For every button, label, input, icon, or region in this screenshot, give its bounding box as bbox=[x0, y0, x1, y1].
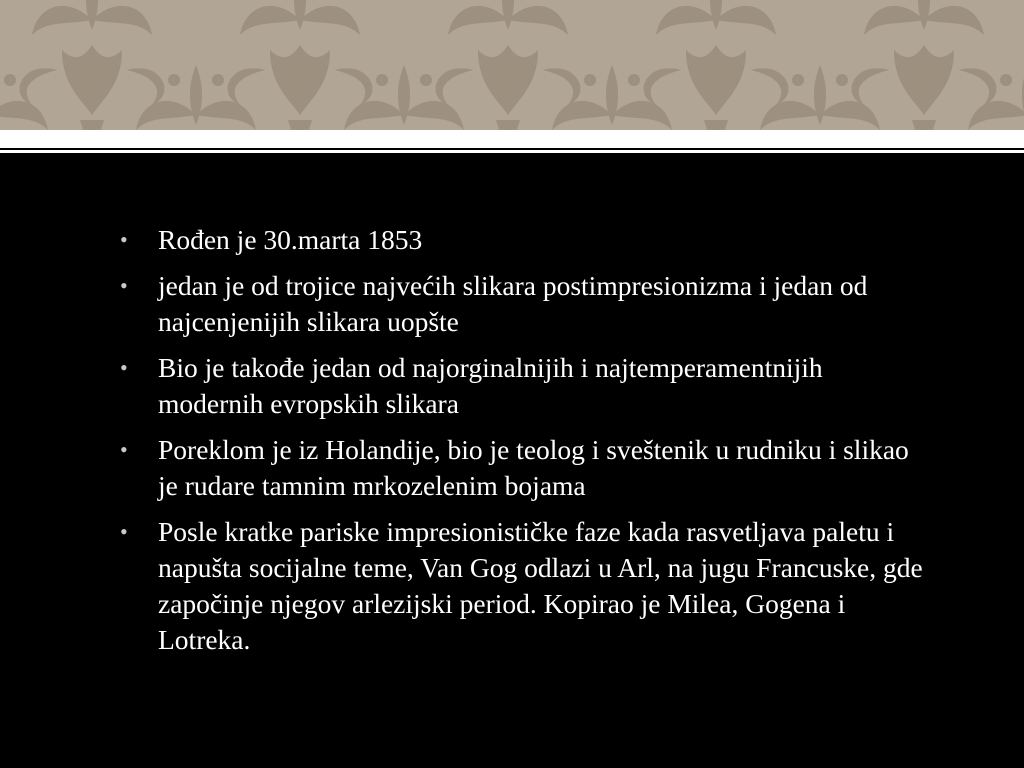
bullet-text: Bio je takođe jedan od najorginalnijih i najtemperamentnijih modernih evropskih slikara bbox=[158, 352, 823, 419]
list-item bbox=[112, 222, 932, 258]
bullet-dot-icon: • bbox=[120, 355, 128, 380]
damask-banner bbox=[0, 0, 1024, 130]
damask-ornament-icon bbox=[0, 0, 1024, 130]
list-item bbox=[112, 268, 932, 340]
list-item bbox=[112, 514, 932, 658]
bullet-list bbox=[112, 222, 932, 658]
bullet-dot-icon: • bbox=[120, 437, 128, 462]
bullet-text: jedan je od trojice najvećih slikara postimpresionizma i jedan od najcenjenijih slikara uopšte bbox=[158, 270, 868, 337]
list-item bbox=[112, 350, 932, 422]
bullet-dot-icon: • bbox=[120, 227, 128, 252]
bullet-dot-icon: • bbox=[120, 519, 128, 544]
bullet-dot-icon: • bbox=[120, 273, 128, 298]
slide-content bbox=[112, 222, 932, 668]
divider-band-thin bbox=[0, 150, 1024, 153]
bullet-text: Poreklom je iz Holandije, bio je teolog i sveštenik u rudniku i slikao je rudare tamnim mrkozelenim bojama bbox=[158, 434, 909, 501]
bullet-text: Rođen je 30.marta 1853 bbox=[158, 224, 423, 255]
divider-band bbox=[0, 130, 1024, 148]
list-item bbox=[112, 432, 932, 504]
bullet-text: Posle kratke pariske impresionističke faze kada rasvetljava paletu i napušta socijalne teme, Van Gog odlazi u Arl, na jugu Francuske, gde započinje njegov arlezijski period. Kopirao je Milea, Gogena i Lotreka. bbox=[158, 516, 923, 655]
